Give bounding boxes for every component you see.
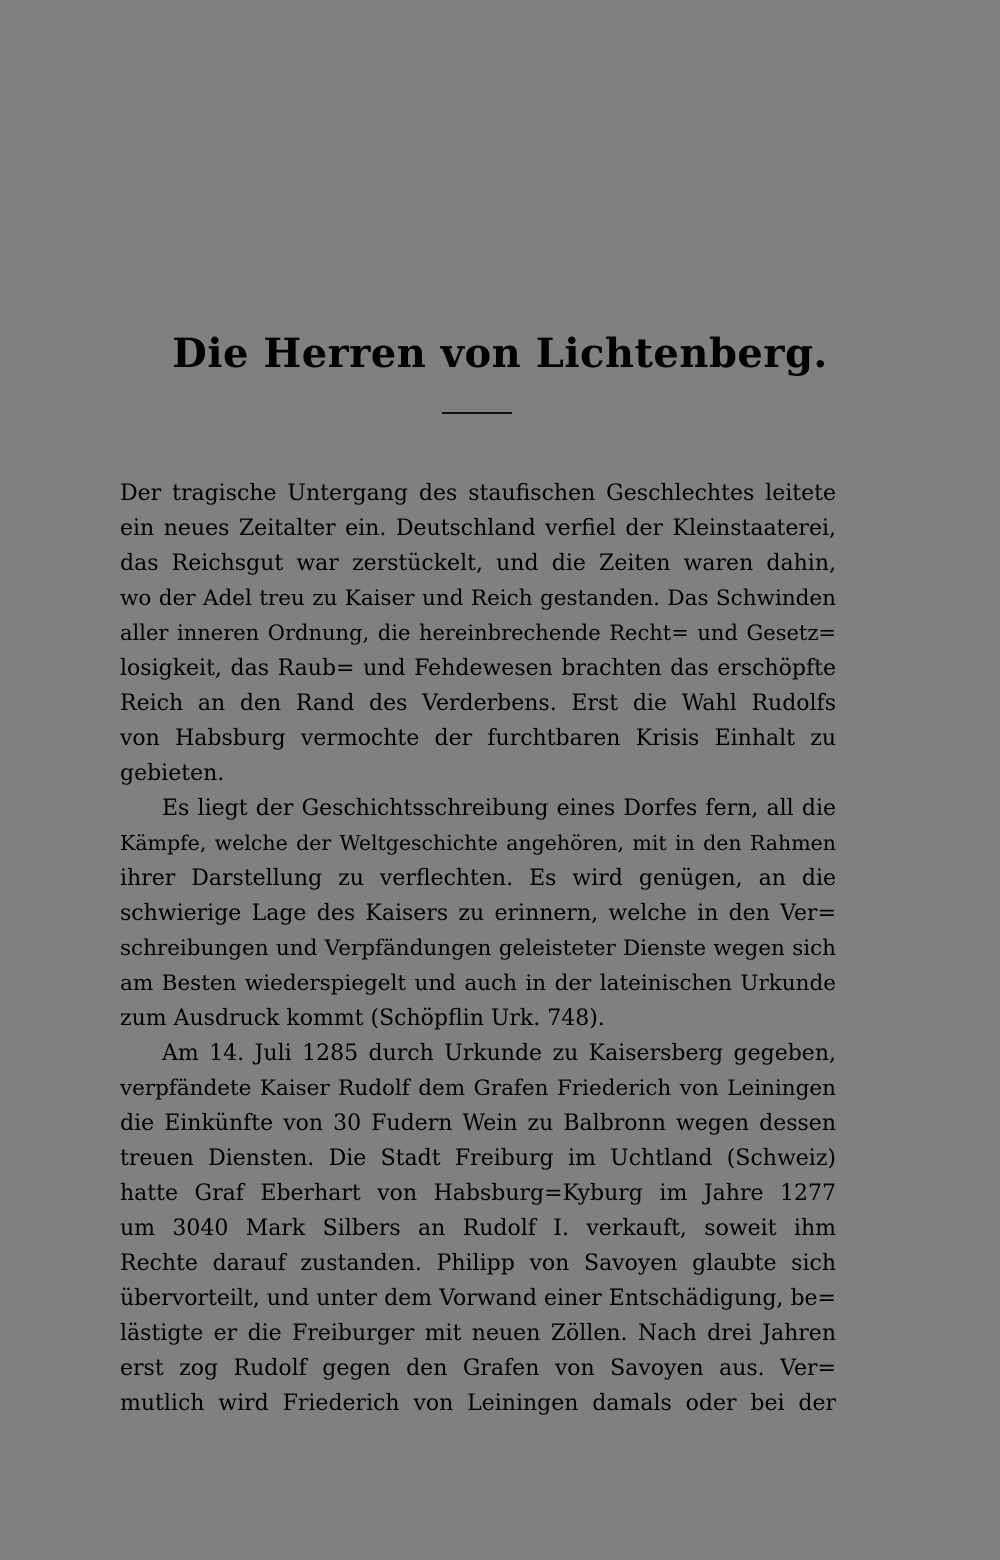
text-line: schreibungen und Verpfändungen geleisteter Dienste wegen sich <box>120 936 836 961</box>
text-line: hatte Graf Eberhart von Habsburg=Kyburg im Jahre 1277 <box>120 1181 836 1206</box>
paragraph-3 <box>120 1036 836 1421</box>
paragraph-1 <box>120 476 836 791</box>
text-line: Reich an den Rand des Verderbens. Erst die Wahl Rudolfs <box>120 691 836 716</box>
paragraph-2 <box>120 791 836 1036</box>
chapter-title: Die Herren von Lichtenberg. <box>172 330 828 377</box>
text-line: Kämpfe, welche der Weltgeschichte angehören, mit in den Rahmen <box>120 831 836 855</box>
text-line: schwierige Lage des Kaisers zu erinnern, welche in den Ver= <box>120 901 836 926</box>
text-line: am Besten wiederspiegelt und auch in der lateinischen Urkunde <box>120 971 836 996</box>
text-line: zum Ausdruck kommt (Schöpflin Urk. 748). <box>120 1006 605 1031</box>
text-line: lästigte er die Freiburger mit neuen Zöllen. Nach drei Jahren <box>120 1321 836 1346</box>
text-line: losigkeit, das Raub= und Fehdewesen brachten das erschöpfte <box>120 656 836 681</box>
text-line: verpfändete Kaiser Rudolf dem Grafen Friederich von Leiningen <box>120 1076 836 1101</box>
text-line: erst zog Rudolf gegen den Grafen von Savoyen aus. Ver= <box>120 1356 836 1381</box>
text-line: von Habsburg vermochte der furchtbaren Krisis Einhalt zu <box>120 726 836 751</box>
text-line: gebieten. <box>120 761 225 786</box>
text-line: das Reichsgut war zerstückelt, und die Zeiten waren dahin, <box>120 551 836 576</box>
text-line: wo der Adel treu zu Kaiser und Reich gestanden. Das Schwinden <box>120 586 836 611</box>
body-text <box>120 476 836 1421</box>
text-line: mutlich wird Friederich von Leiningen damals oder bei der <box>120 1391 836 1416</box>
text-line: Der tragische Untergang des staufischen Geschlechtes leitete <box>120 481 836 506</box>
text-line: Es liegt der Geschichtsschreibung eines Dorfes fern, all die <box>162 796 836 821</box>
text-line: übervorteilt, und unter dem Vorwand einer Entschädigung, be= <box>120 1286 836 1311</box>
text-line: ein neues Zeitalter ein. Deutschland verfiel der Kleinstaaterei, <box>120 516 836 541</box>
text-line: aller inneren Ordnung, die hereinbrechende Recht= und Gesetz= <box>120 621 836 645</box>
text-line: um 3040 Mark Silbers an Rudolf I. verkauft, soweit ihm <box>120 1216 836 1241</box>
text-line: ihrer Darstellung zu verflechten. Es wird genügen, an die <box>120 866 836 891</box>
text-line: treuen Diensten. Die Stadt Freiburg im Uchtland (Schweiz) <box>120 1146 836 1171</box>
text-line: Rechte darauf zustanden. Philipp von Savoyen glaubte sich <box>120 1251 836 1276</box>
title-divider <box>442 412 512 414</box>
text-line: die Einkünfte von 30 Fudern Wein zu Balbronn wegen dessen <box>120 1111 836 1136</box>
text-line: Am 14. Juli 1285 durch Urkunde zu Kaisersberg gegeben, <box>162 1041 836 1066</box>
